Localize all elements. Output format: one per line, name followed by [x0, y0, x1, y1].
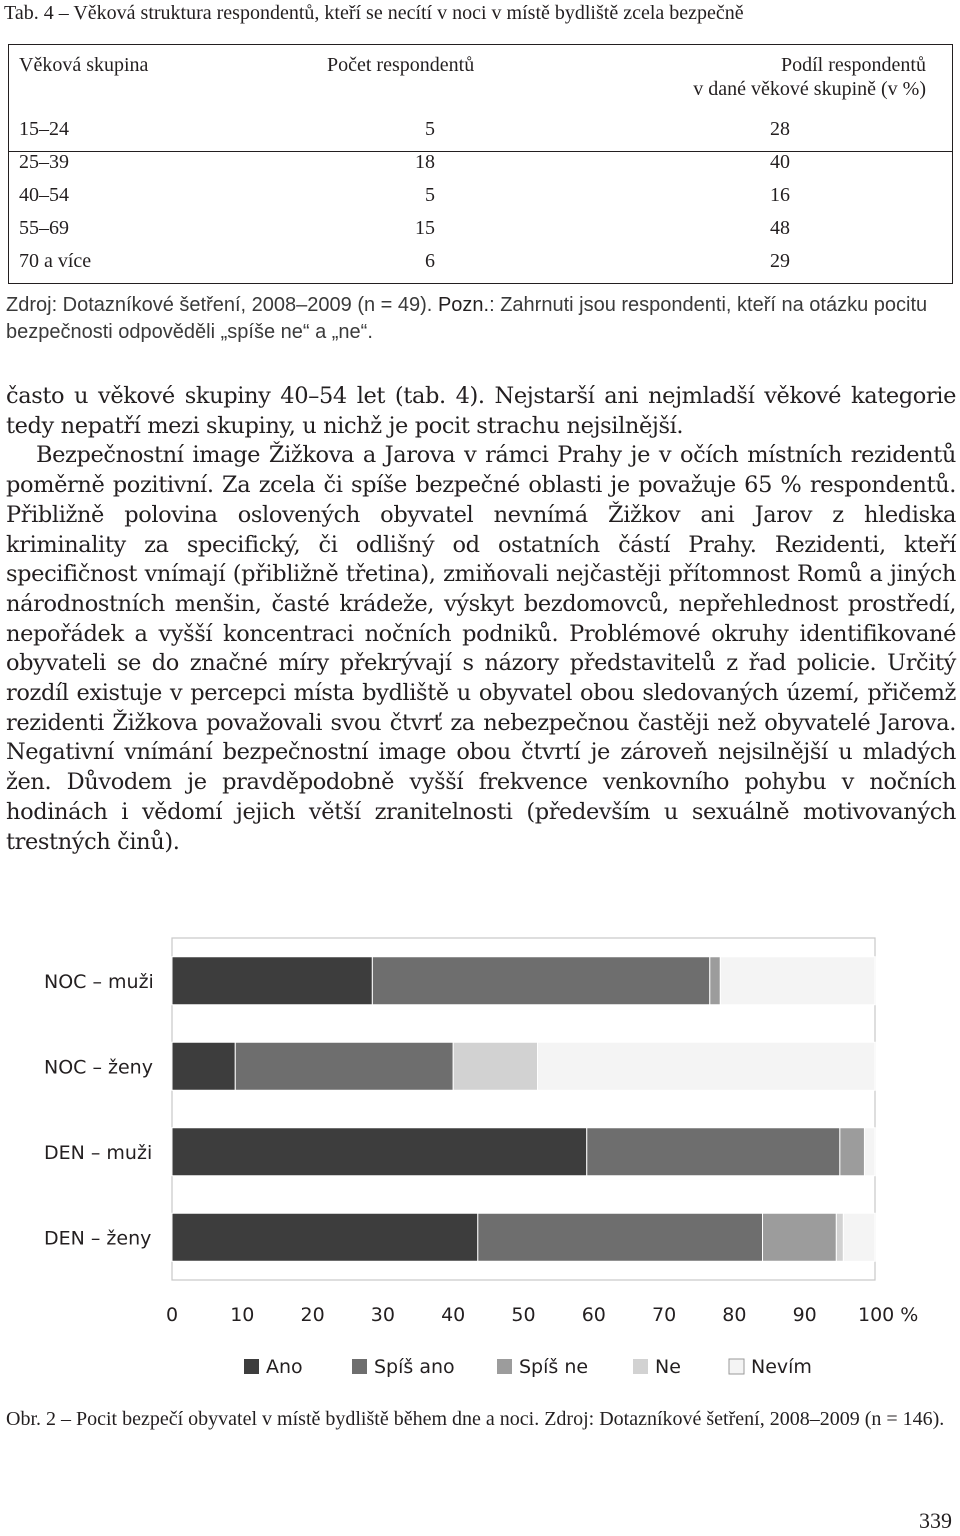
x-tick-label: 100 %	[858, 1304, 919, 1326]
legend-swatch	[244, 1359, 259, 1374]
legend-swatch	[352, 1359, 367, 1374]
bar-segment	[836, 1213, 843, 1261]
legend-label: Ano	[266, 1356, 303, 1378]
bar-segment	[172, 1213, 478, 1261]
bar-segment	[235, 1042, 453, 1090]
category-label: NOC – ženy	[44, 1056, 153, 1079]
table-source-note	[6, 292, 956, 346]
x-tick-label: 80	[722, 1304, 747, 1326]
row-1-count: 5	[425, 118, 435, 140]
bar-segment	[453, 1042, 537, 1090]
header-age-group: Věková skupina	[19, 54, 149, 76]
row-3-age: 40–54	[19, 184, 69, 206]
note-label: Pozn.	[437, 294, 490, 316]
header-share-line1: Podíl respondentů	[781, 54, 926, 76]
age-structure-table	[8, 44, 953, 284]
bar-segment	[720, 957, 875, 1005]
legend-label: Ne	[655, 1356, 681, 1378]
x-tick-label: 60	[581, 1304, 606, 1326]
row-2-count: 18	[415, 151, 435, 173]
x-tick-label: 70	[652, 1304, 677, 1326]
bar-segment	[538, 1042, 875, 1090]
category-label: DEN – muži	[44, 1141, 153, 1164]
legend-swatch	[497, 1359, 512, 1374]
figure-caption: Obr. 2 – Pocit bezpečí obyvatel v místě bydliště během dne a noci. Zdroj: Dotazníkové šetření, 2008–2009 (n = 146).	[6, 1408, 945, 1430]
note-text: : Zahrnuti jsou respondenti, kteří na otázku pocitu bezpečnosti odpověděli „spíše ne“ a „ne“.	[6, 294, 928, 343]
paragraph-2: Bezpečnostní image Žižkova a Jarova v rámci Prahy je v očích místních rezidentů poměrně pozitivní. Za zcela či spíše bezpečné oblasti je považuje 65 % respondentů. Přibližně polovina oslovených obyvatel nevnímá Žižkov ani Jarov z hlediska kriminality za specifický, či odlišný od ostatních částí Prahy. Rezidenti, kteří specifičnost vnímají (přibližně třetina), zmiňovali nejčastěji přítomnost Romů a jiných národnostních menšin, časté krádeže, výskyt bezdomovců, nepřehlednost prostředí, nepořádek a vyšší koncentraci nočních podniků. Problémové okruhy identifikované obyvateli se do značné míry překrývají s názory představitelů z řad policie. Určitý rozdíl existuje v percepci místa bydliště u obyvatel obou sledovaných území, přičemž rezidenti Žižkova považovali svou čtvrť za nebezpečnou častěji než obyvatelé Jarova. Negativní vnímání bezpečnostní image obou čtvrtí je zároveň nejsilnější u mladých žen. Důvodem je pravděpodobně vyšší frekvence venkovního pohybu v nočních hodinách i vědomí jejich větší zranitelnosti (především u sexuálně motivovaných trestných činů).	[6, 442, 956, 855]
legend-label: Nevím	[751, 1356, 812, 1378]
row-1-age: 15–24	[19, 118, 69, 140]
bar-segment	[172, 1042, 235, 1090]
legend-label: Spíš ano	[374, 1356, 455, 1378]
header-respondent-count: Počet respondentů	[327, 54, 475, 76]
legend-label: Spíš ne	[519, 1356, 589, 1378]
source-text: Zdroj: Dotazníkové šetření, 2008–2009 (n = 49).	[6, 294, 438, 316]
x-tick-label: 50	[511, 1304, 536, 1326]
bar-segment	[372, 957, 709, 1005]
category-label: DEN – ženy	[44, 1227, 152, 1250]
table-caption: Tab. 4 – Věková struktura respondentů, kteří se necítí v noci v místě bydliště zcela bezpečně	[4, 2, 744, 24]
bar-segment	[864, 1128, 875, 1176]
safety-perception-chart	[0, 930, 960, 1400]
row-4-share: 48	[770, 217, 790, 239]
category-label: NOC – muži	[44, 970, 154, 993]
x-tick-label: 90	[792, 1304, 817, 1326]
legend-swatch	[729, 1359, 744, 1374]
bar-segment	[763, 1213, 837, 1261]
row-2-age: 25–39	[19, 151, 69, 173]
row-5-count: 6	[425, 250, 435, 272]
legend-swatch	[633, 1359, 648, 1374]
x-tick-label: 10	[230, 1304, 255, 1326]
bar-segment	[587, 1128, 840, 1176]
x-tick-label: 20	[300, 1304, 325, 1326]
x-tick-label: 0	[165, 1304, 179, 1326]
row-3-share: 16	[770, 184, 790, 206]
bar-segment	[840, 1128, 865, 1176]
row-1-share: 28	[770, 118, 790, 140]
table-header-divider	[9, 151, 952, 152]
paragraph-1: často u věkové skupiny 40–54 let (tab. 4). Nejstarší ani nejmladší věkové kategorie tedy nepatří mezi skupiny, u nichž je pocit strachu nejsilnější.	[6, 383, 956, 439]
row-5-age: 70 a více	[19, 250, 92, 272]
body-text	[6, 382, 956, 857]
bar-segment	[478, 1213, 763, 1261]
x-tick-label: 30	[370, 1304, 395, 1326]
row-3-count: 5	[425, 184, 435, 206]
header-share-line2: v dané věkové skupině (v %)	[693, 78, 926, 100]
page-number: 339	[919, 1508, 952, 1533]
bar-segment	[172, 957, 372, 1005]
row-5-share: 29	[770, 250, 790, 272]
bar-segment	[710, 957, 721, 1005]
row-4-count: 15	[415, 217, 435, 239]
row-4-age: 55–69	[19, 217, 69, 239]
bar-segment	[843, 1213, 875, 1261]
bar-segment	[172, 1128, 587, 1176]
x-tick-label: 40	[441, 1304, 466, 1326]
row-2-share: 40	[770, 151, 790, 173]
